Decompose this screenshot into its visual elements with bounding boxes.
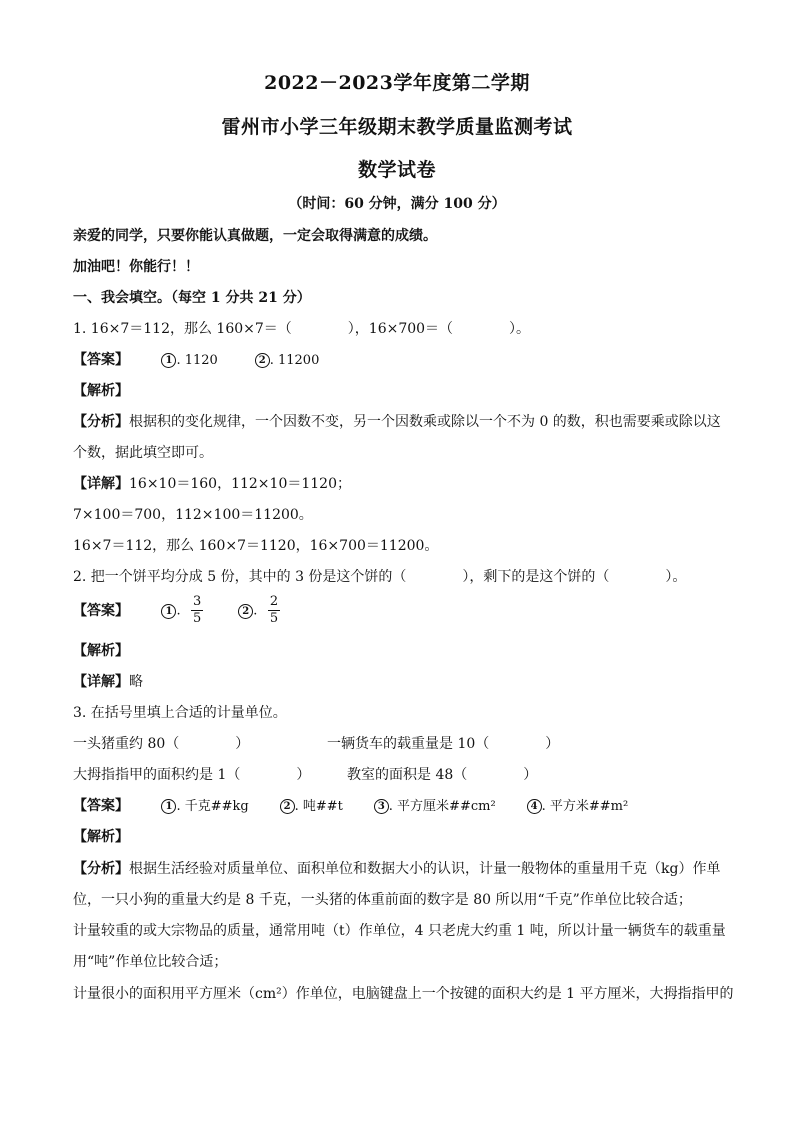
exam-subject-title: 数学试卷 [357, 159, 436, 181]
answer-value: . 1120 [176, 353, 218, 368]
question-3-fenxi-line-5: 计量很小的面积用平方厘米（cm²）作单位，电脑键盘上一个按键的面积大约是 1 平方厘米，大拇指指甲的 [73, 986, 734, 1002]
circled-number: 1 [161, 353, 176, 368]
question-3-row-2-right: 教室的面积是 48（ ） [347, 767, 538, 783]
circled-number: 2 [238, 604, 253, 619]
question-1-detail-line-2: 7×100＝700，112×100＝11200。 [73, 507, 313, 523]
fenxi-label: 【分析】 [73, 861, 129, 877]
detail-text: 16×10＝160，112×10＝1120； [129, 476, 351, 492]
detail-label: 【详解】 [73, 476, 129, 492]
question-1-fenxi-line-2: 个数，据此填空即可。 [73, 445, 213, 461]
question-3-answer [73, 795, 628, 815]
circled-number: 1 [161, 604, 176, 619]
fenxi-text: 根据积的变化规律，一个因数不变，另一个因数乘或除以一个不为 0 的数，积也需要乘或除以这 [129, 414, 721, 430]
exam-time-info: （时间：60 分钟，满分 100 分） [288, 196, 506, 212]
answer-dot: . [176, 603, 181, 619]
question-3-fenxi-line-3: 计量较重的或大宗物品的质量，通常用吨（t）作单位，4 只老虎大约重 1 吨，所以计量一辆货车的载重量 [73, 923, 726, 939]
question-2-detail [73, 671, 143, 691]
answer-label: 【答案】 [73, 602, 129, 619]
fraction-numerator: 3 [193, 594, 202, 609]
answer-value: . 平方米##m² [541, 799, 629, 814]
question-3-fenxi-line-2: 位，一只小狗的重量大约是 8 千克，一头猪的体重前面的数字是 80 所以用“千克”作单位比较合适； [73, 892, 692, 908]
exam-term-title: 2022－2023学年度第二学期 [264, 72, 530, 94]
question-3-row-1-right: 一辆货车的载重量是 10（ ） [327, 736, 560, 752]
answer-label: 【答案】 [73, 798, 129, 814]
question-1-stem: 1. 16×7＝112，那么 160×7＝（ ），16×700＝（ ）。 [73, 321, 531, 337]
question-3-stem: 3. 在括号里填上合适的计量单位。 [73, 705, 287, 721]
question-1-detail-line-3: 16×7＝112，那么 160×7＝1120，16×700＝11200。 [73, 538, 439, 554]
circled-number: 1 [161, 799, 176, 814]
question-3-fenxi-line-1 [73, 858, 720, 878]
answer-label: 【答案】 [73, 352, 129, 368]
circled-number: 2 [280, 799, 295, 814]
question-1-answer [73, 349, 319, 369]
question-2-stem: 2. 把一个饼平均分成 5 份，其中的 3 份是这个饼的（ ），剩下的是这个饼的（ ）。 [73, 569, 687, 585]
answer-value: . 11200 [269, 353, 320, 368]
question-2-answer [73, 594, 280, 627]
circled-number: 3 [374, 799, 389, 814]
detail-label: 【详解】 [73, 674, 129, 690]
fraction-answer [191, 594, 203, 627]
answer-value: . 吨##t [294, 799, 343, 814]
answer-value: . 千克##kg [176, 799, 249, 814]
analysis-label: 【解析】 [73, 643, 129, 659]
analysis-label: 【解析】 [73, 829, 129, 845]
circled-number: 2 [255, 353, 270, 368]
section-title: 一、我会填空。（每空 1 分共 21 分） [73, 290, 311, 306]
analysis-label: 【解析】 [73, 383, 129, 399]
question-3-fenxi-line-4: 用“吨”作单位比较合适； [73, 954, 228, 970]
question-1-fenxi-line-1 [73, 411, 721, 431]
greeting-line-1: 亲爱的同学，只要你能认真做题，一定会取得满意的成绩。 [73, 228, 437, 244]
circled-number: 4 [527, 799, 542, 814]
fraction-answer [268, 594, 280, 627]
fraction-numerator: 2 [269, 594, 279, 609]
question-1-detail-line-1 [73, 473, 351, 493]
detail-text: 略 [129, 674, 143, 690]
greeting-line-2: 加油吧！你能行！！ [73, 259, 199, 275]
exam-school-title: 雷州市小学三年级期末教学质量监测考试 [221, 116, 573, 138]
question-3-row-2-left: 大拇指指甲的面积约是 1（ ） [73, 767, 311, 783]
question-3-row-1-left: 一头猪重约 80（ ） [73, 736, 250, 752]
fraction-denominator: 5 [193, 611, 202, 626]
answer-dot: . [253, 603, 258, 619]
fraction-denominator: 5 [269, 611, 279, 626]
fenxi-text: 根据生活经验对质量单位、面积单位和数据大小的认识，计量一般物体的重量用千克（kg）作单 [129, 861, 721, 877]
fenxi-label: 【分析】 [73, 414, 129, 430]
answer-value: . 平方厘米##cm² [388, 799, 496, 814]
